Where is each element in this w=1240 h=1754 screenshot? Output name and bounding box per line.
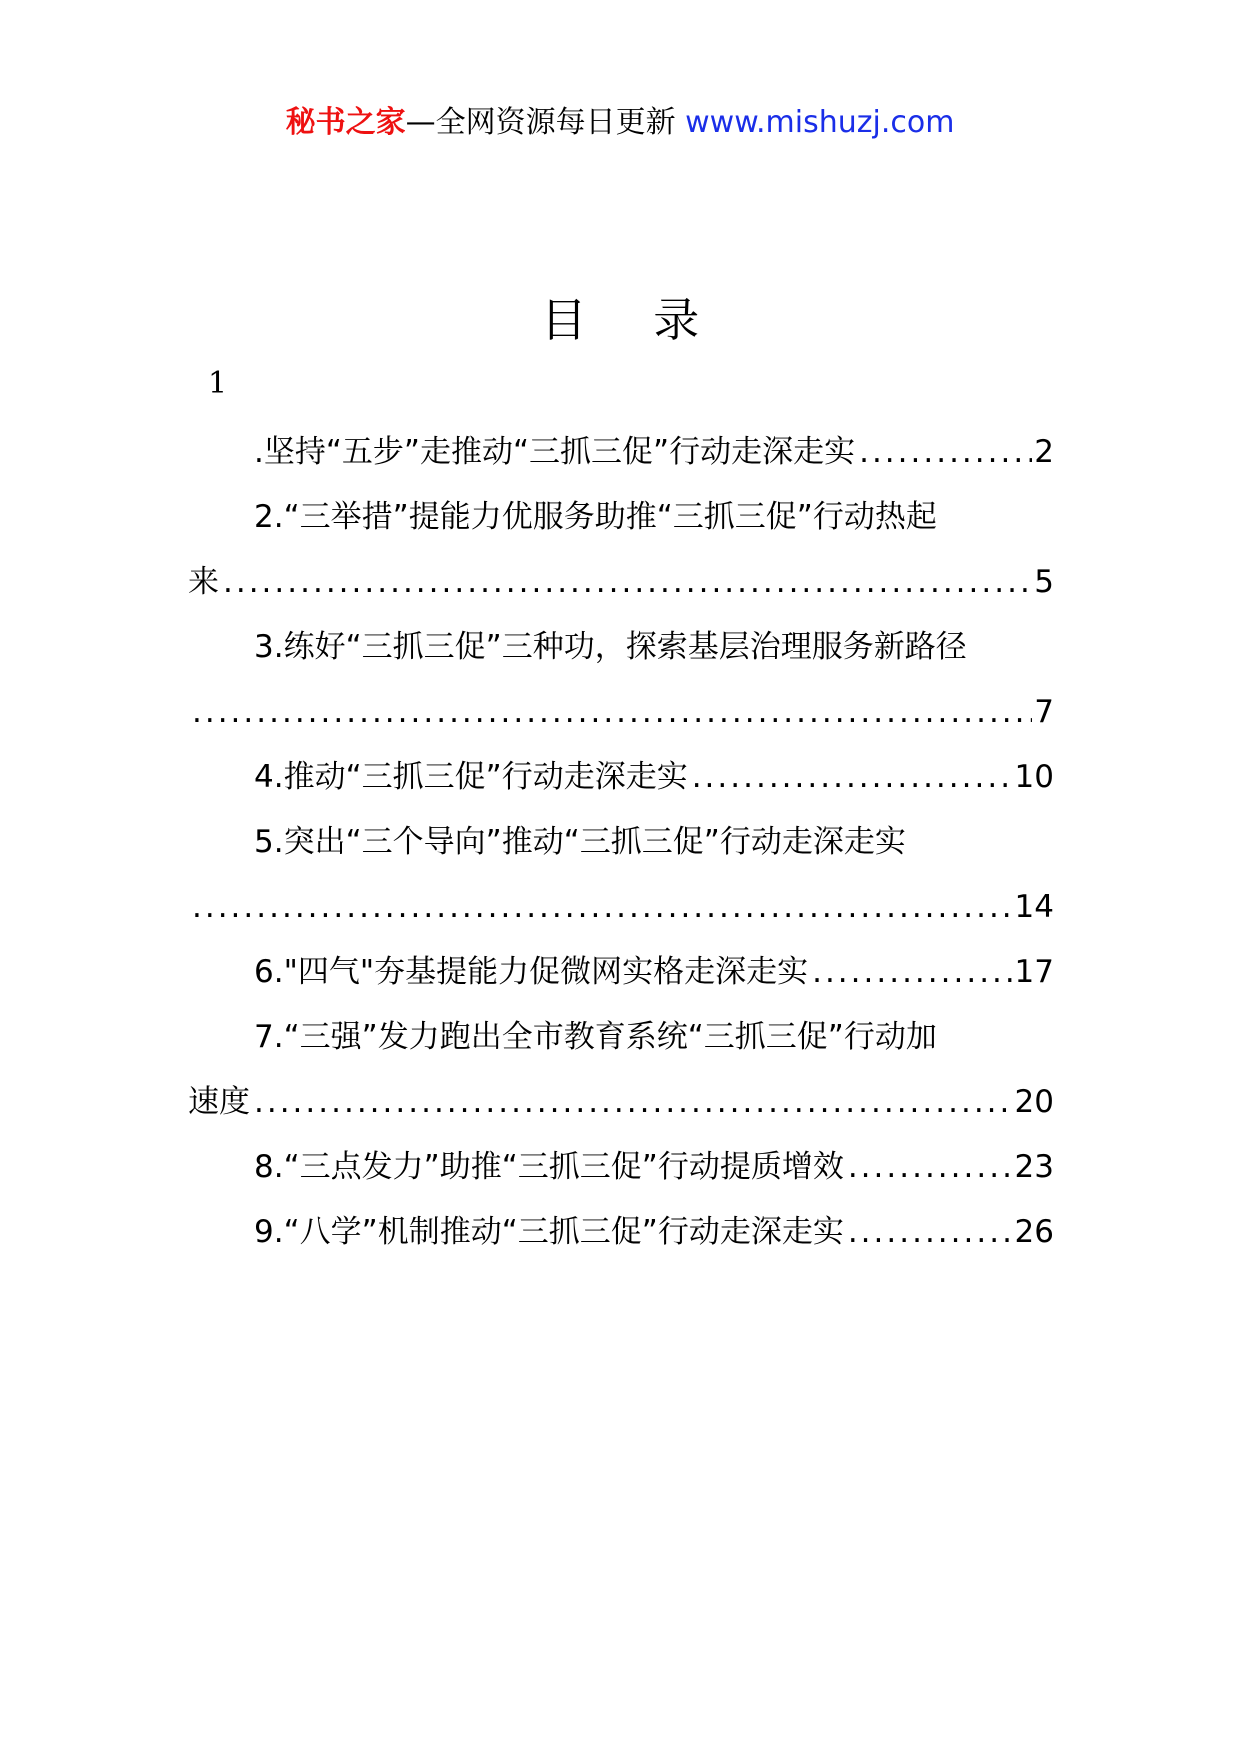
toc-entry-page: 20 xyxy=(1014,1084,1054,1120)
site-url-link[interactable]: www.mishuzj.com xyxy=(685,105,955,140)
toc-entry-8[interactable] xyxy=(188,1135,1054,1200)
toc-entry-3-continuation[interactable] xyxy=(188,680,1054,745)
brand-name: 秘书之家 xyxy=(285,105,406,140)
page-number-marker: 1 xyxy=(208,366,228,401)
toc-dot-leader xyxy=(223,550,1032,615)
toc-dot-leader xyxy=(859,420,1032,485)
toc-entry-4[interactable] xyxy=(188,745,1054,810)
toc-entry-title: 9.“八学”机制推动“三抓三促”行动走深走实 xyxy=(254,1214,844,1250)
site-slogan: —全网资源每日更新 xyxy=(405,105,676,140)
toc-entry-title-continued: 速度 xyxy=(188,1084,250,1120)
toc-dot-leader xyxy=(254,1070,1013,1135)
toc-dot-leader xyxy=(848,1135,1013,1200)
toc-entry-page: 14 xyxy=(1014,889,1054,925)
toc-entry-page: 26 xyxy=(1014,1214,1054,1250)
table-of-contents xyxy=(188,420,1054,1265)
toc-entry-title: 8.“三点发力”助推“三抓三促”行动提质增效 xyxy=(254,1149,844,1185)
toc-entry-title: 5.突出“三个导向”推动“三抓三促”行动走深走实 xyxy=(254,824,906,860)
toc-entry-1[interactable] xyxy=(188,420,1054,485)
toc-entry-page: 5 xyxy=(1034,564,1054,600)
toc-entry-page: 23 xyxy=(1014,1149,1054,1185)
toc-entry-title: .坚持“五步”走推动“三抓三促”行动走深走实 xyxy=(254,434,856,470)
toc-entry-page: 7 xyxy=(1034,694,1054,730)
toc-entry-title: 3.练好“三抓三促”三种功，探索基层治理服务新路径 xyxy=(254,629,967,665)
toc-entry-title: 4.推动“三抓三促”行动走深走实 xyxy=(254,759,688,795)
toc-entry-7-continuation[interactable] xyxy=(188,1070,1054,1135)
toc-entry-page: 10 xyxy=(1014,759,1054,795)
toc-entry-5-continuation[interactable] xyxy=(188,875,1054,940)
toc-entry-7[interactable] xyxy=(188,1005,1054,1070)
toc-dot-leader xyxy=(848,1200,1013,1265)
toc-entry-page: 17 xyxy=(1014,954,1054,990)
page-title: 目 录 xyxy=(540,293,726,347)
toc-dot-leader xyxy=(192,875,1013,940)
toc-entry-title: 6."四气"夯基提能力促微网实格走深走实 xyxy=(254,954,809,990)
toc-entry-5[interactable] xyxy=(188,810,1054,875)
toc-entry-2[interactable] xyxy=(188,485,1054,550)
toc-entry-title: 7.“三强”发力跑出全市教育系统“三抓三促”行动加 xyxy=(254,1019,937,1055)
site-header xyxy=(0,100,1240,146)
toc-entry-3[interactable] xyxy=(188,615,1054,680)
toc-dot-leader xyxy=(692,745,1013,810)
toc-entry-2-continuation[interactable] xyxy=(188,550,1054,615)
toc-entry-title: 2.“三举措”提能力优服务助推“三抓三促”行动热起 xyxy=(254,499,937,535)
toc-entry-title-continued: 来 xyxy=(188,564,219,600)
toc-entry-9[interactable] xyxy=(188,1200,1054,1265)
toc-entry-page: 2 xyxy=(1034,434,1054,470)
toc-entry-6[interactable] xyxy=(188,940,1054,1005)
toc-dot-leader xyxy=(192,680,1032,745)
toc-dot-leader xyxy=(812,940,1012,1005)
